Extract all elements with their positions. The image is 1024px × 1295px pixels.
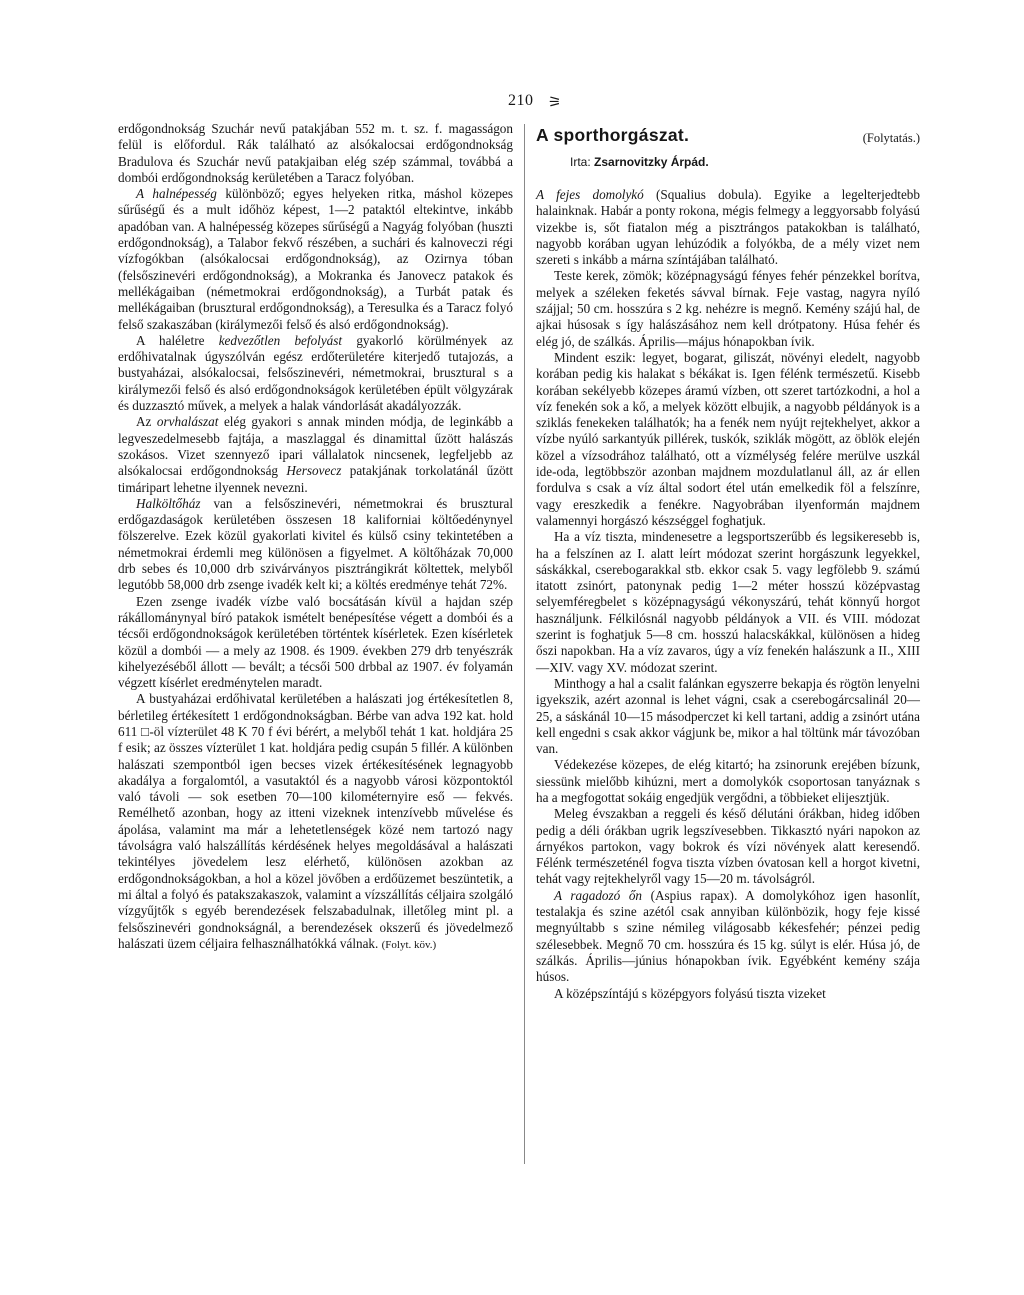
paragraph-text: Az: [136, 414, 157, 430]
paragraph: [118, 186, 513, 333]
article-title: A sporthorgászat.: [536, 125, 690, 145]
emphasis: orvhalászat: [156, 414, 219, 430]
paragraph-text: A haléletre: [136, 332, 219, 348]
paragraph: Védekezése közepes, de elég kitartó; ha zsinorunk erejében bízunk, siessünk mielőbb kihúzni, mert a domolykók csoportosan tanyáznak s ha a megfogottat sokáig engedjük vergődni, a többieket elijesztjük.: [536, 757, 920, 805]
emphasis: Halköltőház: [136, 495, 201, 511]
paragraph-text: (Aspius rapax). A domolykóhoz igen hasonlít, testalakja és szine azétól csak annyiban különbözik, hogy feje kissé megnyúltabb s szine némileg világosabb kékesfehér; pénzei pedig szélesebbek. Megnő 70 cm. hosszúra és 15 kg. súlyt is elér. Húsa jó, de szálkás. Április—június hónapokban ívik. Egyébként kemény szája húsos.: [536, 887, 920, 985]
author-line: [570, 154, 709, 170]
paragraph: A középszíntájú s középgyors folyású tiszta vizeket: [554, 985, 826, 1001]
page-number: 210: [508, 92, 534, 109]
emphasis: kedvezőtlen befolyást: [218, 332, 343, 348]
emphasis: Hersovecz: [286, 463, 342, 479]
to-be-continued: (Folyt. köv.): [381, 938, 437, 951]
paragraph-text: elég gyakori s annak minden módja, de leginkább a legveszedelmesebb fajtája, a maszlaggal és dinamittal űzött halászás szokásos. Vizet szennyező ipari vállalatok nincsenek, legfeljebb az alsókalocsai erdőgondnokság: [118, 414, 513, 479]
paragraph: [536, 888, 920, 986]
paragraph: Ezen zsenge ivadék vízbe való bocsátásán kívül a hajdan szép rákállománynyal bíró patakok ismételt benépesítése végett a dombói és a técsői erdőgondnokságok kerületében történtek kísérletek. Ezen kísérletek közül a dombói — a mely az 1908. és 1909. években 279 drb tenyészrák kihelyezéséből állott — bevált; a técsői 500 drbbal az 1907. év folyamán végzett kísérlet eredménytelen maradt.: [118, 593, 513, 691]
emphasis: A ragadozó őn: [554, 887, 643, 903]
column-divider: [524, 124, 525, 1164]
article-header: [536, 127, 920, 187]
paragraph-text: patakjának torkolatánál űzött timáripart lehetne ilyennek nevezni.: [118, 463, 513, 495]
paragraph: [118, 691, 513, 953]
paragraph: [536, 187, 920, 268]
paragraph-text: gyakorló körülmények az erdőhivatalnak úgyszólván egész erdőterületére kiterjedő tutajozás, a bustyaházai, alsókalocsai, felsőszinevéri, németmokrai, brusztural s a királymezői felső és alsó erdőgondnokságok kerületében épült völgyzárak és duzzasztó művek, a melyek a halak vándorlását akadályozzák.: [118, 332, 514, 414]
emphasis: A fejes domolykó: [536, 187, 644, 202]
paragraph: [118, 333, 513, 414]
emphasis: A halnépesség: [136, 186, 217, 202]
author-name: Zsarnovitzky Árpád.: [594, 155, 709, 169]
paragraph: Mindent eszik: legyet, bogarat, giliszát, növényi eledelt, nagyobb korában pedig kis halakat s békákat is. Igen félénk természetű. Kisebb korában sekélyebb közepes áramú vízben, ott szeret tartózkodni, a hol a víz fenekén sok a kő, a melyek között elbujik, a nagyobb példányok is a sziklás fenekeken találhatók; ha a fenék nem nyújt rejtekhelyet, akkor a vízbe nyúló sarkantyúk pillérek, tuskók, sziklák mögött, az öblök elején közel a vízsodrához található, ott a vízmélység felére merülve uszkál ide-oda, legtöbbször azonban majdnem mozdulatlanul áll, az ár ellen fordulva s csak a víz által sodort étel után emelkedik föl a felszínre, vagy ereszkedik a fenékre. Nagyobrában ilyenformán majdnem valamennyi horgászó készséggel foghatjuk.: [536, 349, 920, 528]
paragraph-text: van a felsőszinevéri, németmokrai és brusztural erdőgazdaságok kerületében összesen 18 kaliforniai költőedénynyel fölszerelve. Ezek közül gyakorlati kivitel és külső csiny tekintetében a németmokrai érdemli meg különösen a figyelmet. A költőházak 70,000 drb sebes és 10,000 drb szivárványos pisztrángikrát költettek, melyből legutóbb 58,000 drb zsenge ivadék kelt ki; a költés eredménye tehát 72%.: [118, 495, 513, 593]
author-prefix: Irta:: [570, 155, 595, 169]
paragraph: [118, 414, 513, 495]
paragraph: Ha a víz tiszta, mindenesetre a legsportszerűbb és legsikeresebb is, ha a felszínen az I. alatt leírt módozat szerint horgászunk legyekkel, sáskákkal, cserebogarakkal stb. ekkor csak 5. vagy legfölebb 9. számú itatott zsinórt, patonynak pedig 1—2 méter hosszú középvastag selyemféregbelet s középnagyságú vékonyszárú, tehát könnyű horgot használjunk. Félkilósnál nagyobb példányok a VII. és VIII. módozat szerint is foghatjuk 5—8 cm. hosszú halacskákkal, különösen a hideg őszi napokban. Ha a víz zavaros, úgy a víz fenekén halászunk a II., XIII—XIV. vagy XV. módozat szerint.: [536, 529, 920, 675]
continuation-note: (Folytatás.): [862, 131, 920, 145]
left-column: [118, 121, 513, 953]
paragraph-text: A bustyaházai erdőhivatal kerületében a halászati jog értékesítetlen 8, bérletileg értékesített 1 erdőgondnokságban. Bérbe van adva 192 kat. hold 611 □-öl vízterület 48 K 70 f évi bérért, a melyből tehát 1 kat. holdjára 25 f esik; az összes vízterület 1 kat. holdjára pedig csupán 5 fillér. A különben halászati szempontból igen becses vizek értékesítésének legnagyobb akadálya a forgalomtól, a vasutaktól és a nagyobb városi központoktól való távoli — sok esetben 70—100 kilométernyire eső — fekvés. Remélhető azonban, hogy az itteni vizeknek intenzívebb művelése és ápolása, valamint ma már a lehetetlenségek közé nem tartozó nagy távolságra való halszállítás kérdésének helyes megoldásával a halászati tekintélyes jövedelem lesz elérhető, különösen azokban az erdőgondnokságokban, a hol a közel jövőben a erdőüzemet beszüntetik, a mi által a folyó és patakszakaszok, valamint a vízszállítás céljaira szolgáló vízgyűjtők s egyéb berendezések felszabadulnak, illetőleg mint pl. a felsőszinevéri gondnokságnál, a berendezések okszerű és jövedelmező halászati üzem céljaira felhasználhatókká válnak.: [118, 691, 513, 951]
paragraph: erdőgondnokság Szuchár nevű patakjában 552 m. t. sz. f. magasságon felül is előfordul. Rák található az alsókalocsai erdőgondnokság Bradulova és Szuchár nevű patakjaiban elég szép számmal, továbbá a dombói erdőgondnokság kerületében a Taracz folyóban.: [118, 121, 513, 185]
paragraph: Minthogy a hal a csalit falánkan egyszerre bekapja és rögtön lenyelni igyekszik, azért azonnal is lehet vágni, csak a cserebogárcsalinál 20—25, a sáskánál 10—15 másodperczet ki kell tartani, addig a zsinórt utána kell engedni s csak akkor vágjunk be, mikor a hal töltünk már távozóban van.: [536, 675, 920, 757]
paragraph-text: (Squalius dobula). Egyike a legelterjedtebb halainknak. Habár a ponty rokona, mégis felmegy a leggyorsabb folyású vizekbe is, sőt fiatalon még a pisztrángos patakokban is található, nagyobb korában ugyan lehúzódik a folyókba, de a mély vizet nem szereti s inkább a márna színtájában található.: [536, 187, 920, 268]
right-column: [536, 127, 920, 1002]
ornament-icon: ⚞: [548, 95, 562, 111]
paragraph: Teste kerek, zömök; középnagyságú fényes fehér pénzekkel borítva, melyek a széleken feketés sávval bírnak. Feje vastag, nagyra nyíló szájjal; 50 cm. hosszúra s 2 kg. nehézre is megnő. Kemény szájú hal, de ajkai húsosak s így halászásához nem kell drótpatony. Húsa fehér és elég jó, de szálkás. Április—május hónapokban ívik.: [536, 268, 920, 349]
paragraph: Meleg évszakban a reggeli és késő délutáni órákban, hideg időben pedig a déli órákban ugrik legszívesebben. Tikkasztó nyári napokon az árnyékos partokon, vagy bokrok és vízi növények alatt keresendő. Félénk természeténél fogva tiszta vízben óvatosan kell a horgot kivetni, tehát vagy rejtekhelyről vagy 15—20 m. távolságról.: [536, 806, 920, 887]
paragraph-text: különböző; egyes helyeken ritka, máshol közepes sűrűségű és a mult időhöz képest, 1—2 pataktól eltekintve, inkább apadóban van. A halnépesség közepes sűrűségű a Nagyág folyóban (huszti erdőgondnokság), a Talabor fekvő részében, a suchári és kalnoveczi régi vízfogókban (alsókalocsai erdőgondnokság), az Ozirnya tóban (felsőszinevéri erdőgondnokság), a Mokranka és Janovecz patakok és mellékágaiban (németmokrai erdőgondnokság), a Turbát patak és mellékágaiban (brusztural erdőgondnokság), a Teresulka és a Taracz folyó felső szakaszában (királymezői felső és alsó erdőgondnokság).: [118, 186, 513, 332]
paragraph: [118, 496, 513, 594]
